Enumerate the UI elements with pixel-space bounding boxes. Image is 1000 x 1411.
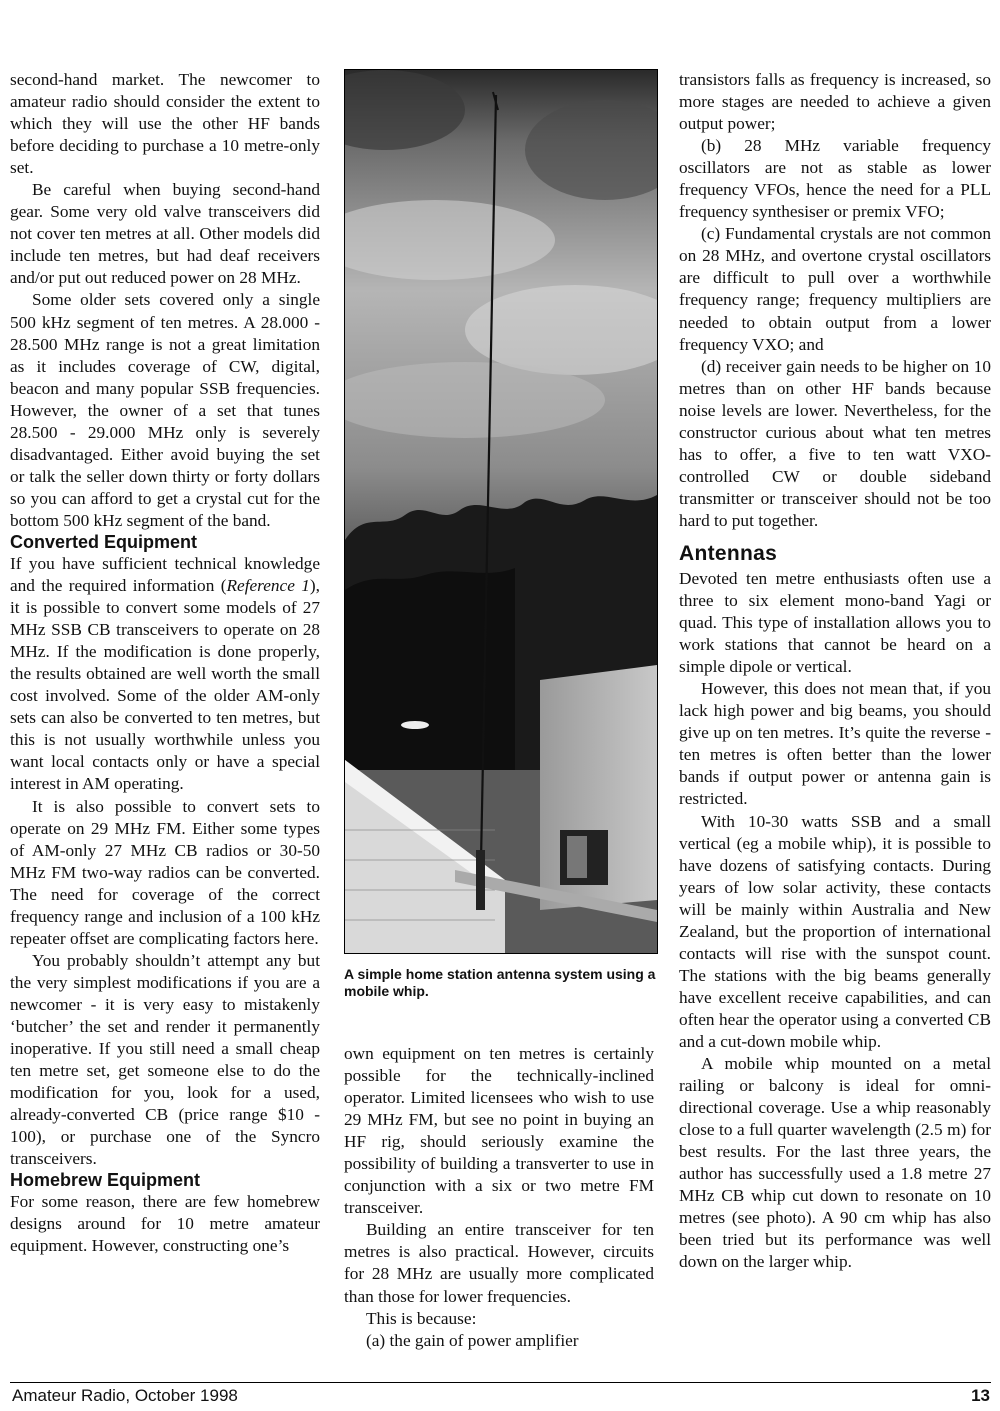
- heading-antennas: Antennas: [679, 541, 778, 565]
- paragraph: Some older sets covered only a single 500 kHz segment of ten metres. A 28.000 - 28.500 MHz range is not a great limitation as it includes coverage of CW, digital, beacon and many popular SSB frequencies. However, the owner of a set that tunes 28.500 - 29.000 MHz only is severely disadvantaged. Either avoid buying the set or talk the seller down thirty or forty dollars so you can afford to get a crystal cut for the bottom 500 kHz segment of the band.: [10, 290, 320, 530]
- paragraph: Devoted ten metre enthusiasts often use a three to six element mono-band Yagi or quad. This type of installation allows you to work stations that cannot be heard on a simple dipole or vertical.: [679, 568, 991, 677]
- column-right: [679, 69, 991, 1273]
- paragraph: (a) the gain of power amplifier: [366, 1330, 579, 1350]
- paragraph: Building an entire transceiver for ten metres is also practical. However, circuits for 28 MHz are usually more complicated than those for lower frequencies.: [344, 1220, 654, 1306]
- antenna-photo: [344, 69, 658, 954]
- footer-publication: Amateur Radio, October 1998: [12, 1386, 238, 1405]
- paragraph-text: If you have sufficient technical knowledge and the required information (: [10, 553, 320, 596]
- reference-citation: Reference 1: [226, 576, 310, 596]
- footer-divider: [10, 1382, 991, 1383]
- paragraph: However, this does not mean that, if you lack high power and big beams, you should give up on ten metres. It’s quite the reverse - ten metres is often better than the lower bands if output power or antenna gain is restricted.: [679, 679, 991, 809]
- page-number: 13: [971, 1386, 990, 1405]
- paragraph: You probably shouldn’t attempt any but the very simplest modifications if you are a newcomer - it is very easy to mistakenly ‘butcher’ the set and render it permanently inoperative. If you still need a small cheap ten metre set, get someone else to do the modification for you, look for a used, already-converted CB (price range $10 - 100), or purchase one of the Syncro transceivers.: [10, 950, 320, 1169]
- paragraph: transistors falls as frequency is increased, so more stages are needed to achieve a given output power;: [679, 70, 991, 134]
- paragraph: (c) Fundamental crystals are not common on 28 MHz, and overtone crystal oscillators are difficult to pull over a worthwhile frequency range; frequency multipliers are needed to obtain output from a lower frequency VXO; and: [679, 224, 991, 354]
- paragraph: Be careful when buying second-hand gear. Some very old valve transceivers did not cover ten metres at all. Other models did include ten metres, but had deaf receivers and/or put out reduced power on 28 MHz.: [10, 180, 320, 288]
- paragraph: For some reason, there are few homebrew designs around for 10 metre amateur equipment. However, constructing one’s: [10, 1192, 320, 1256]
- paragraph: own equipment on ten metres is certainly possible for the technically-inclined operator. Limited licensees who wish to use 29 MHz FM, but see no point in buying an HF rig, should seriously examine the possibility of building a transverter to use in conjunction with a six or two metre FM transceiver.: [344, 1044, 654, 1218]
- heading-homebrew-equipment: Homebrew Equipment: [10, 1170, 201, 1191]
- paragraph: [10, 553, 320, 796]
- figure-caption: A simple home station antenna system using a mobile whip.: [344, 966, 656, 999]
- paragraph: A mobile whip mounted on a metal railing or balcony is ideal for omni-directional coverage. Use a whip reasonably close to a full quarter wavelength (2.5 m) for best results. For the last three years, the author has successfully used a 1.8 metre 27 MHz CB whip cut down to resonate on 10 metres (see photo). A 90 cm whip has also been tried but its performance was well down on the larger whip.: [679, 1054, 991, 1272]
- paragraph-text: ), it is possible to convert some models of 27 MHz SSB CB transceivers to operate on 28 MHz. If the modification is done properly, the results obtained are well worth the small cost involved. Some of the older AM-only sets can also be converted to ten metres, but this is not usually worthwhile unless you want local contacts only or have a special interest in AM operating.: [10, 576, 320, 794]
- paragraph: (d) receiver gain needs to be higher on 10 metres than on other HF bands because noise levels are lower. Nevertheless, for the constructor curious about what ten metres has to offer, a five to ten watt VXO-controlled CW or double sideband transmitter or transceiver should not be too hard to put together.: [679, 356, 991, 530]
- paragraph: (b) 28 MHz variable frequency oscillators are not as stable as lower frequency VFOs, hence the need for a PLL frequency synthesiser or premix VFO;: [679, 136, 991, 222]
- column-middle: [344, 1043, 654, 1352]
- paragraph: second-hand market. The newcomer to amateur radio should consider the extent to which they will use the other HF bands before deciding to purchase a 10 metre-only set.: [10, 70, 320, 178]
- paragraph: With 10-30 watts SSB and a small vertical (eg a mobile whip), it is possible to have dozens of satisfying contacts. During years of low solar activity, these contacts will be mainly within Australia and New Zealand, but the proportion of international contacts will rise with the sunspot count. The stations with the big beams generally have excellent receive capabilities, and can often hear the operator using a converted CB and a cut-down mobile whip.: [679, 811, 991, 1051]
- paragraph: It is also possible to convert sets to operate on 29 MHz FM. Either some types of AM-only 27 MHz CB radios or 30-50 MHz FM two-way radios can be converted. The need for coverage of the correct frequency range and inclusion of a 100 kHz repeater offset are complicating factors here.: [10, 796, 320, 948]
- column-left: [10, 69, 320, 1257]
- paragraph: This is because:: [366, 1308, 477, 1328]
- heading-converted-equipment: Converted Equipment: [10, 531, 198, 552]
